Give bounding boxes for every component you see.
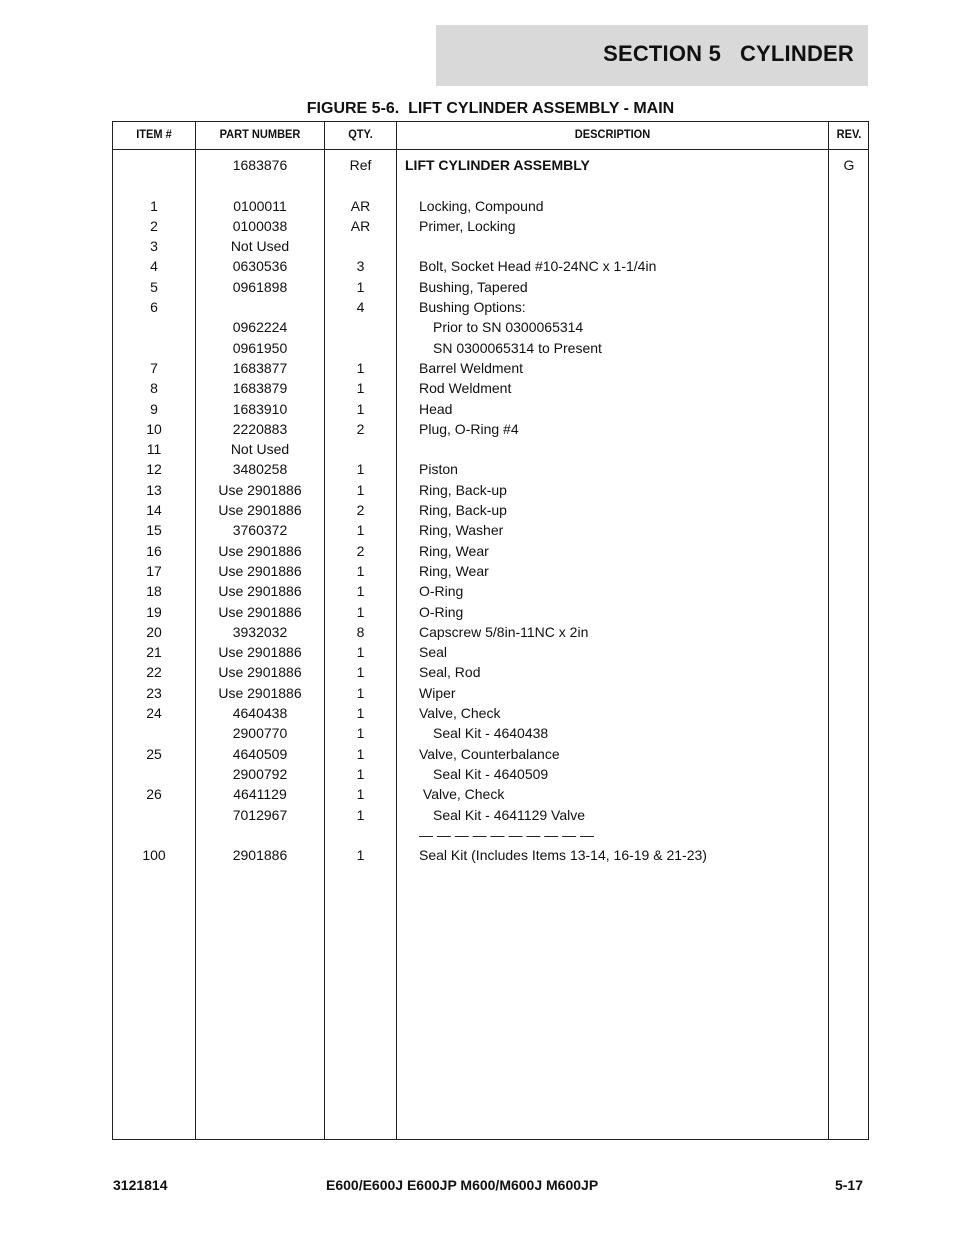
description-cell: SN 0300065314 to Present (433, 339, 602, 356)
item-cell: 25 (146, 745, 162, 762)
item-cell: 21 (146, 644, 162, 661)
part-number-cell: 2220883 (232, 420, 288, 437)
item-cell: 18 (146, 583, 162, 600)
column-header-part-number: PART NUMBER (219, 127, 301, 141)
table-row (113, 683, 868, 703)
qty-cell: 1 (356, 847, 365, 864)
description-cell: Seal (419, 644, 448, 661)
table-row (113, 662, 868, 682)
description-cell: Prior to SN 0300065314 (433, 319, 584, 336)
item-cell: 9 (150, 400, 158, 417)
column-header-qty: QTY. (348, 127, 373, 141)
part-number-cell: Not Used (230, 238, 290, 255)
description-cell: Seal Kit - 4640438 (433, 725, 549, 742)
model-list: E600/E600J E600JP M600/M600J M600JP (326, 1177, 599, 1193)
description-cell: Seal, Rod (419, 664, 481, 681)
table-row (113, 602, 868, 622)
qty-cell: 1 (356, 380, 365, 397)
description-cell: Ring, Back-up (419, 481, 507, 498)
description-cell: Seal Kit - 4640509 (433, 765, 549, 782)
description-cell: Bushing Options: (419, 299, 526, 316)
table-row (113, 358, 868, 378)
header-divider (113, 149, 868, 150)
description-cell: Ring, Wear (419, 562, 489, 579)
qty-cell: 1 (356, 481, 365, 498)
description-cell: LIFT CYLINDER ASSEMBLY (405, 157, 590, 173)
item-cell: 2 (150, 217, 158, 234)
table-row (113, 256, 868, 276)
item-cell: 22 (146, 664, 162, 681)
qty-cell: 1 (356, 359, 365, 376)
item-cell: 11 (146, 441, 162, 458)
table-row (113, 784, 868, 804)
description-cell: Seal Kit (Includes Items 13-14, 16-19 & 21-23) (419, 847, 707, 864)
table-row (113, 764, 868, 784)
description-cell: O-Ring (419, 603, 464, 620)
qty-cell: 1 (356, 603, 365, 620)
part-number-cell: Use 2901886 (218, 644, 302, 661)
section-header (436, 25, 868, 86)
item-cell: 13 (146, 481, 162, 498)
item-cell: 12 (146, 461, 162, 478)
qty-cell: 2 (356, 542, 365, 559)
item-cell: 24 (146, 705, 162, 722)
description-cell: Seal Kit - 4641129 Valve (433, 806, 586, 823)
description-cell: Rod Weldment (419, 380, 512, 397)
part-number-cell: Use 2901886 (218, 502, 302, 519)
part-number-cell: Use 2901886 (218, 603, 302, 620)
column-header-description: DESCRIPTION (574, 127, 651, 141)
part-number-cell: 0962224 (232, 319, 288, 336)
part-number-cell: 7012967 (232, 806, 288, 823)
qty-cell: 1 (356, 562, 365, 579)
table-row (113, 338, 868, 358)
item-cell: 100 (142, 847, 166, 864)
table-row (113, 277, 868, 297)
qty-cell: 1 (356, 278, 365, 295)
table-row (113, 541, 868, 561)
qty-cell: 1 (356, 806, 365, 823)
part-number-cell: Use 2901886 (218, 562, 302, 579)
part-number-cell: 3760372 (232, 522, 288, 539)
table-row (113, 581, 868, 601)
qty-cell: 2 (356, 502, 365, 519)
table-row (113, 480, 868, 500)
part-number-cell: 3480258 (232, 461, 288, 478)
qty-cell: 1 (356, 684, 365, 701)
qty-cell: AR (350, 217, 371, 234)
part-number-cell: Use 2901886 (218, 684, 302, 701)
qty-cell: 4 (356, 299, 365, 316)
table-row (113, 561, 868, 581)
qty-cell: Ref (349, 157, 372, 173)
table-row (113, 236, 868, 256)
item-cell: 4 (150, 258, 158, 275)
table-row (113, 419, 868, 439)
table-row (113, 825, 868, 845)
description-cell: Plug, O-Ring #4 (419, 420, 519, 437)
item-cell: 19 (146, 603, 162, 620)
description-cell: Piston (419, 461, 458, 478)
table-row (113, 500, 868, 520)
document-number: 3121814 (113, 1177, 168, 1193)
part-number-cell: 0100011 (233, 197, 287, 214)
qty-cell: 1 (356, 725, 365, 742)
description-cell: Primer, Locking (419, 217, 516, 234)
part-number-cell: 4640438 (232, 705, 288, 722)
qty-cell: 2 (356, 420, 365, 437)
description-cell: Bushing, Tapered (419, 278, 528, 295)
item-cell: 1 (150, 197, 158, 214)
table-row (113, 155, 868, 175)
description-cell: Valve, Check (419, 786, 505, 803)
table-row (113, 703, 868, 723)
qty-cell: 1 (356, 786, 365, 803)
table-row (113, 378, 868, 398)
item-cell: 16 (146, 542, 162, 559)
item-cell: 20 (146, 623, 162, 640)
part-number-cell: Use 2901886 (218, 542, 302, 559)
part-number-cell: 1683877 (232, 359, 288, 376)
qty-cell: 1 (356, 644, 365, 661)
table-row (113, 805, 868, 825)
description-cell: Valve, Counterbalance (419, 745, 560, 762)
table-body (113, 155, 868, 865)
part-number-cell: 2900770 (232, 725, 288, 742)
item-cell: 26 (146, 786, 162, 803)
description-cell: Ring, Wear (419, 542, 489, 559)
table-row (113, 642, 868, 662)
description-cell: Valve, Check (419, 705, 501, 722)
qty-cell: 1 (356, 664, 365, 681)
item-cell: 7 (150, 359, 158, 376)
qty-cell: 8 (356, 623, 365, 640)
table-row (113, 622, 868, 642)
part-number-cell: 1683910 (232, 400, 288, 417)
part-number-cell: 2901886 (232, 847, 288, 864)
qty-cell: 1 (356, 745, 365, 762)
table-row (113, 399, 868, 419)
parts-table (112, 121, 869, 1140)
page-number: 5-17 (834, 1177, 863, 1193)
table-row (113, 744, 868, 764)
part-number-cell: 0630536 (232, 258, 288, 275)
table-row (113, 723, 868, 743)
part-number-cell: 4641129 (233, 786, 287, 803)
qty-cell: 1 (356, 400, 365, 417)
description-cell: Ring, Back-up (419, 502, 507, 519)
column-header-item: ITEM # (136, 127, 172, 141)
item-cell: 3 (150, 238, 158, 255)
part-number-cell: 4640509 (232, 745, 288, 762)
item-cell: 15 (146, 522, 162, 539)
qty-cell: 1 (356, 461, 365, 478)
table-row (113, 317, 868, 337)
table-row (113, 216, 868, 236)
description-cell: Head (419, 400, 453, 417)
qty-cell: 3 (356, 258, 365, 275)
part-number-cell: 0961898 (232, 278, 288, 295)
description-cell: Capscrew 5/8in-11NC x 2in (419, 623, 589, 640)
qty-cell: 1 (356, 765, 365, 782)
description-cell: Ring, Washer (419, 522, 504, 539)
part-number-cell: Not Used (230, 441, 290, 458)
part-number-cell: 1683879 (232, 380, 288, 397)
part-number-cell: 1683876 (232, 157, 288, 173)
column-header-rev: REV. (836, 127, 862, 141)
part-number-cell: 0961950 (232, 339, 288, 356)
description-cell: — — — — — — — — — — (419, 826, 595, 843)
table-row (113, 520, 868, 540)
item-cell: 23 (146, 684, 162, 701)
item-cell: 17 (146, 562, 162, 579)
item-cell: 5 (150, 278, 158, 295)
part-number-cell: Use 2901886 (218, 583, 302, 600)
item-cell: 6 (150, 299, 158, 316)
part-number-cell: 0100038 (232, 217, 288, 234)
table-row (113, 439, 868, 459)
part-number-cell: Use 2901886 (218, 481, 302, 498)
qty-cell: AR (350, 197, 371, 214)
description-cell: Locking, Compound (419, 197, 544, 214)
qty-cell: 1 (356, 705, 365, 722)
description-cell: Bolt, Socket Head #10-24NC x 1-1/4in (419, 258, 657, 275)
table-row (113, 297, 868, 317)
part-number-cell: 2900792 (232, 765, 288, 782)
part-number-cell: Use 2901886 (218, 664, 302, 681)
table-row (113, 459, 868, 479)
table-row (113, 845, 868, 865)
item-cell: 8 (150, 380, 158, 397)
section-title: SECTION 5 CYLINDER (603, 41, 854, 66)
item-cell: 10 (146, 420, 162, 437)
qty-cell: 1 (356, 583, 365, 600)
item-cell: 14 (146, 502, 162, 519)
figure-title: FIGURE 5-6. LIFT CYLINDER ASSEMBLY - MAIN (306, 100, 675, 117)
description-cell: O-Ring (419, 583, 464, 600)
table-row (113, 196, 868, 216)
table-row (113, 175, 868, 195)
description-cell: Wiper (419, 684, 456, 701)
description-cell: Barrel Weldment (419, 359, 524, 376)
part-number-cell: 3932032 (232, 623, 288, 640)
qty-cell: 1 (356, 522, 365, 539)
rev-cell: G (843, 157, 855, 173)
